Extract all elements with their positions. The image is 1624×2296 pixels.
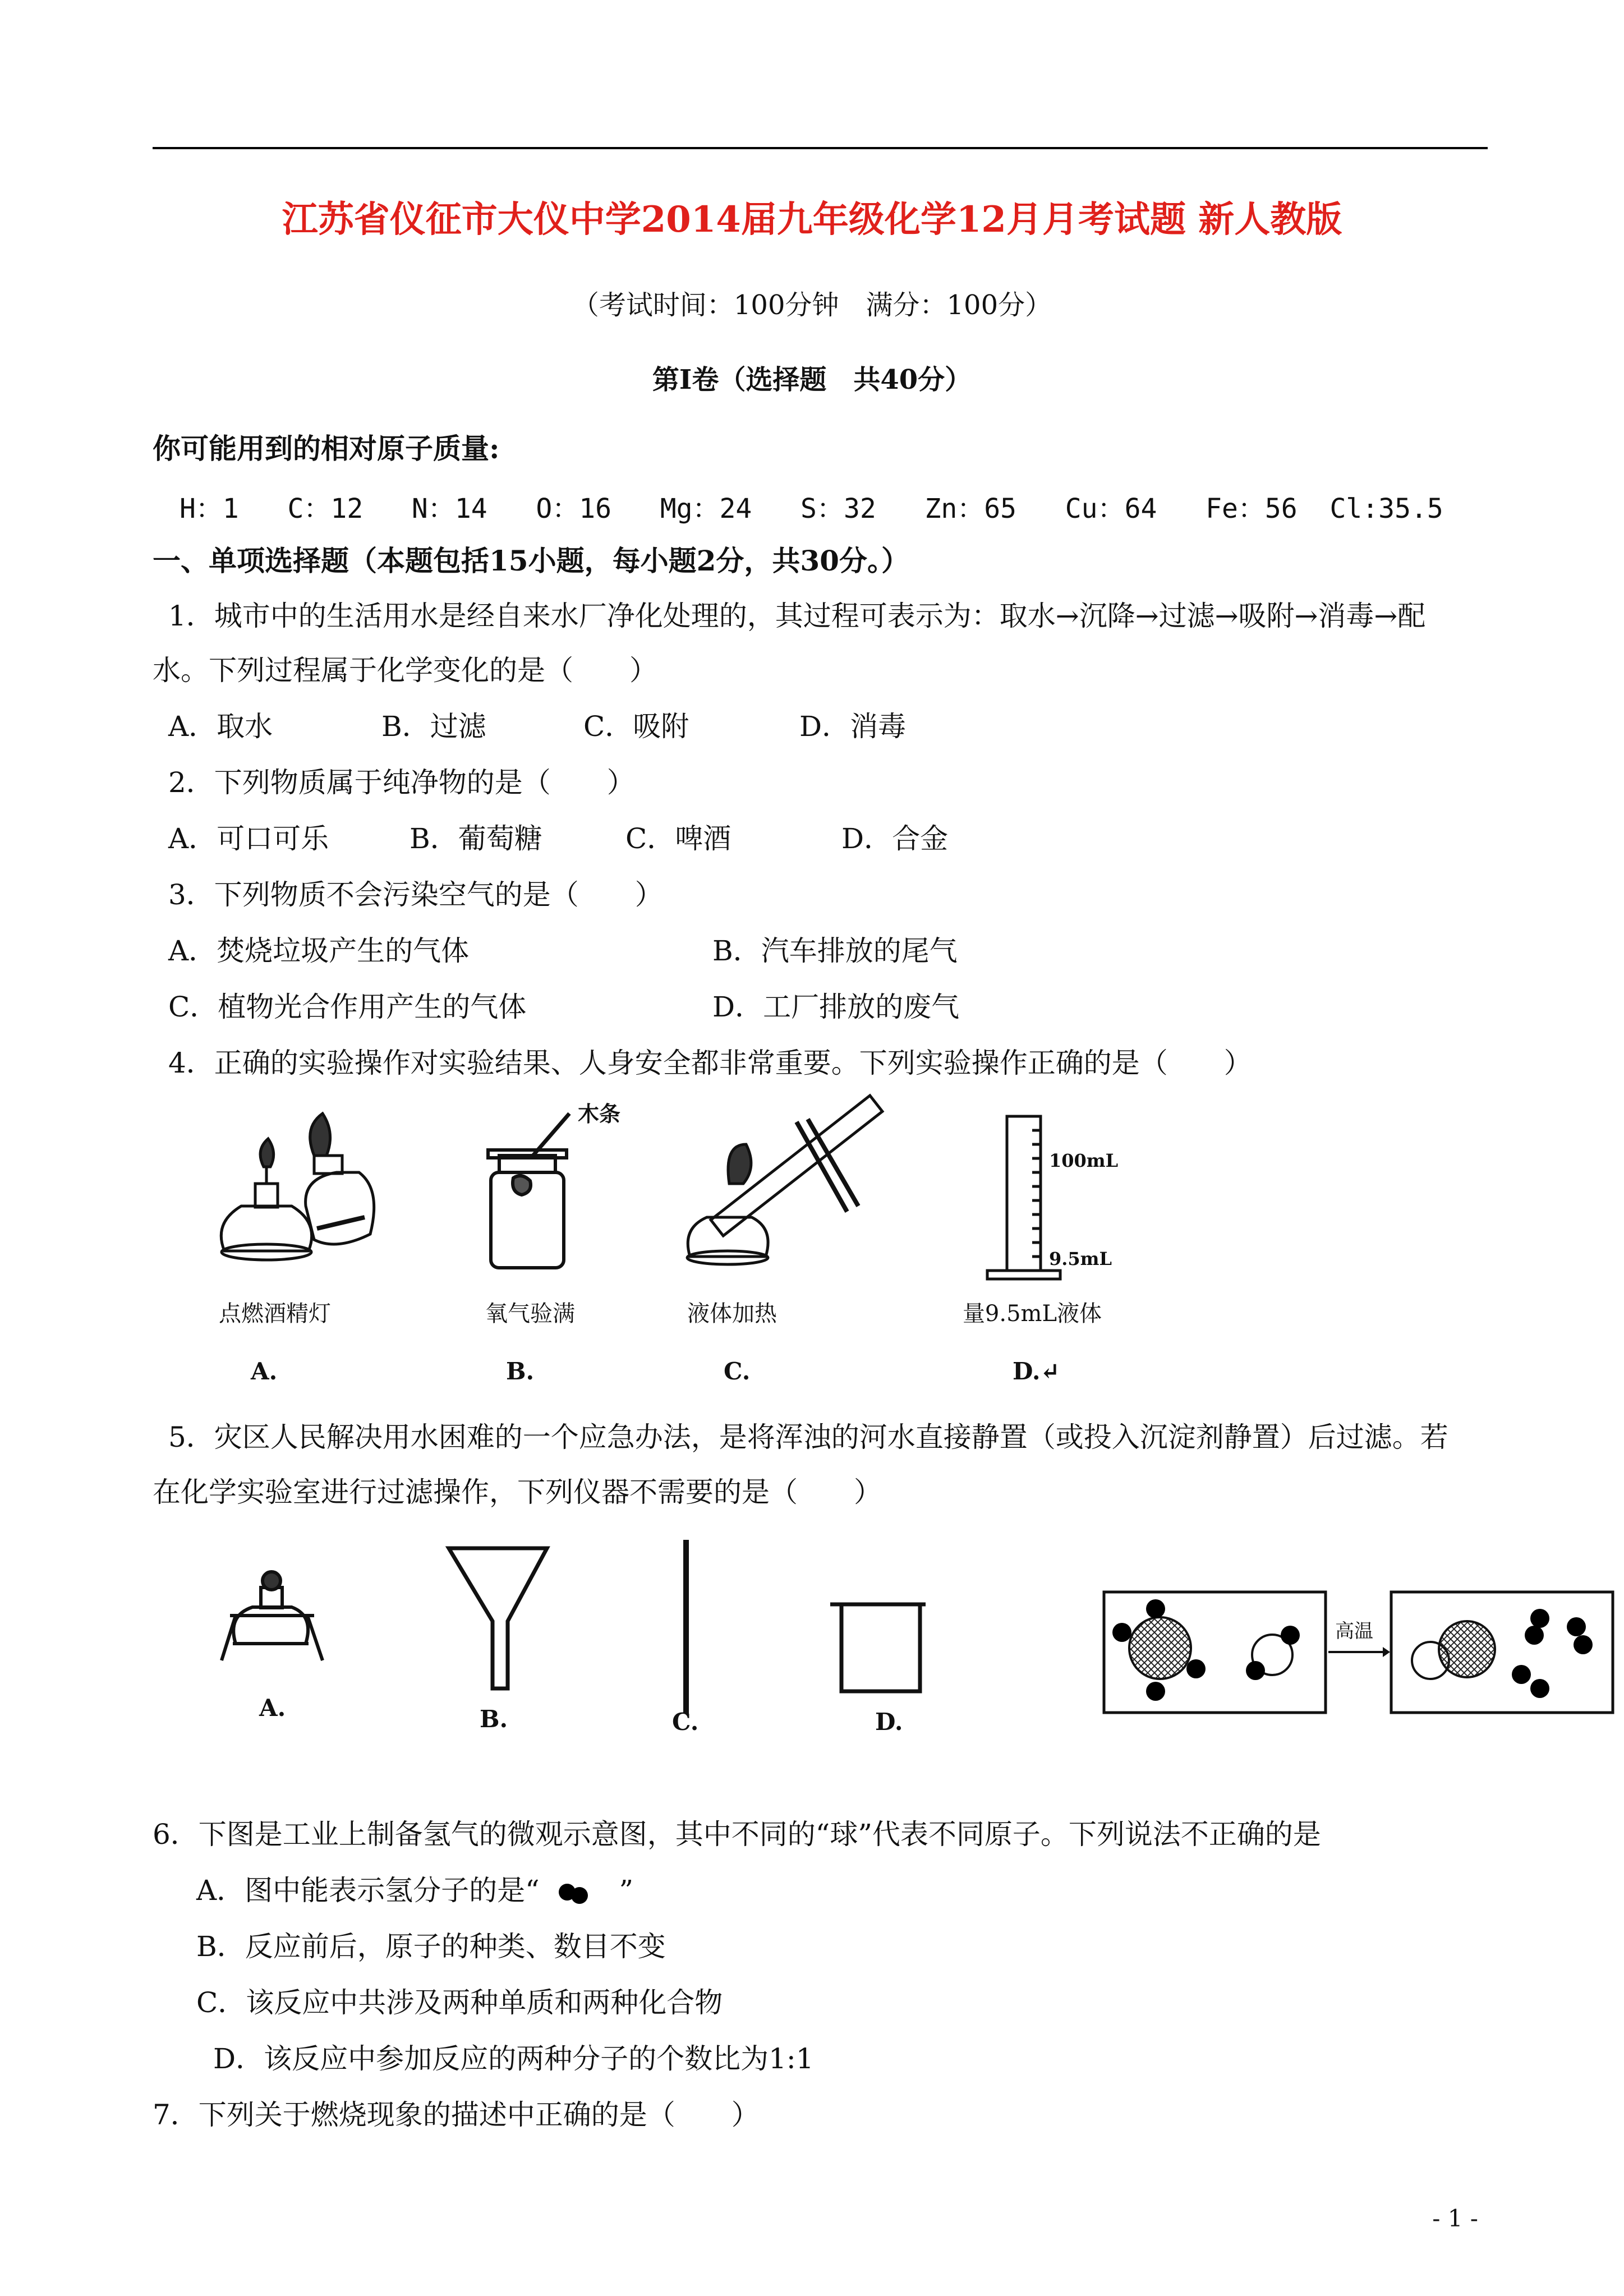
atomic-mass: Cl:35.5	[1329, 493, 1443, 524]
question-6-option-a-close: ”	[619, 1874, 634, 1907]
caption-c: 液体加热	[687, 1301, 777, 1327]
hydrogen-atom-icon	[1567, 1617, 1586, 1636]
hydrogen-atom-icon	[1525, 1626, 1544, 1645]
filter-label-d: D.	[875, 1708, 903, 1736]
caption-b: 氧气验满	[485, 1301, 575, 1327]
question-2-option-d: D．合金	[841, 822, 949, 855]
caption-a: 点燃酒精灯	[219, 1301, 331, 1327]
question-2-option-a: A．可口可乐	[168, 822, 329, 855]
carbon-atom-icon	[1439, 1621, 1495, 1677]
question-5-line-2: 在化学实验室进行过滤操作，下列仪器不需要的是（ ）	[153, 1476, 882, 1508]
hydrogen-atom-icon	[1186, 1659, 1206, 1678]
cylinder-mark-label: 9.5mL	[1049, 1248, 1112, 1269]
part-one-heading: 一、单项选择题（本题包括15小题，每小题2分，共30分。）	[153, 544, 909, 577]
question-7-line-1: 7．下列关于燃烧现象的描述中正确的是（ ）	[153, 2099, 760, 2131]
atomic-mass: Mg：24	[660, 493, 752, 524]
label-c: C.	[724, 1358, 751, 1385]
question-1-line-1: 1．城市中的生活用水是经自来水厂净化处理的，其过程可表示为：取水→沉降→过滤→吸附→消毒→配	[168, 600, 1426, 632]
atomic-mass-heading: 你可能用到的相对原子质量:	[153, 432, 500, 465]
hydrogen-atom-icon	[1574, 1635, 1593, 1654]
filter-label-c: C.	[672, 1708, 699, 1736]
question-3-option-b: B．汽车排放的尾气	[712, 935, 958, 967]
atomic-mass: Zn：65	[924, 493, 1017, 524]
question-6-line-1: 6．下图是工业上制备氢气的微观示意图，其中不同的“球”代表不同原子。下列说法不正确的是	[153, 1818, 1321, 1851]
question-1-option-c: C．吸附	[583, 710, 689, 743]
question-6-option-b: B．反应前后，原子的种类、数目不变	[196, 1930, 666, 1963]
question-3-option-d: D．工厂排放的废气	[712, 991, 960, 1023]
hydrogen-atom-icon	[1246, 1661, 1265, 1680]
question-6-option-d: D．该反应中参加反应的两种分子的个数比为1:1	[213, 2042, 814, 2075]
label-d: D.↵	[1013, 1358, 1060, 1385]
question-1-option-b: B．过滤	[381, 710, 486, 743]
question-3-line-1: 3．下列物质不会污染空气的是（ ）	[168, 878, 663, 911]
question-5-line-1: 5．灾区人民解决用水困难的一个应急办法，是将浑浊的河水直接静置（或投入沉淀剂静置）后过滤。若	[168, 1421, 1448, 1453]
section-title: 第Ⅰ卷（选择题 共40分）	[652, 364, 972, 395]
atomic-mass: S：32	[801, 493, 876, 524]
question-2-line-1: 2．下列物质属于纯净物的是（ ）	[168, 766, 635, 799]
hydrogen-atom-icon	[1146, 1682, 1165, 1701]
high-temperature-label: 高温	[1335, 1620, 1373, 1642]
filter-label-b: B.	[480, 1705, 508, 1733]
hydrogen-atom-icon	[1112, 1623, 1131, 1642]
question-3-option-c: C．植物光合作用产生的气体	[168, 991, 527, 1023]
carbon-atom-icon	[1129, 1617, 1191, 1679]
question-2-option-b: B．葡萄糖	[410, 822, 542, 855]
hydrogen-atom-icon	[1530, 1609, 1549, 1628]
atomic-mass: Fe：56	[1206, 493, 1298, 524]
filter-label-a: A.	[259, 1694, 286, 1722]
atomic-mass: C：12	[287, 493, 364, 524]
hydrogen-atom-icon	[1512, 1665, 1531, 1684]
question-1-option-a: A．取水	[168, 710, 273, 743]
question-6-option-c: C．该反应中共涉及两种单质和两种化合物	[196, 1986, 723, 2019]
atomic-mass: N：14	[411, 493, 487, 524]
hydrogen-atom-icon	[1281, 1626, 1300, 1645]
cylinder-top-label: 100mL	[1049, 1150, 1119, 1171]
question-1-line-2: 水。下列过程属于化学变化的是（ ）	[153, 654, 657, 687]
question-2-option-c: C．啤酒	[625, 822, 732, 855]
hydrogen-atom-icon	[1146, 1599, 1165, 1618]
page-number: - 1 -	[1432, 2205, 1478, 2232]
atomic-mass: O：16	[536, 493, 612, 524]
wood-splint-label: 木条	[578, 1101, 621, 1126]
page-title: 江苏省仪征市大仪中学2014届九年级化学12月月考试题 新人教版	[282, 199, 1342, 241]
hydrogen-atom-icon	[1530, 1679, 1549, 1698]
atomic-mass: H：1	[180, 493, 239, 524]
exam-info: （考试时间：100分钟 满分：100分）	[572, 289, 1052, 321]
label-b: B.	[506, 1358, 535, 1385]
question-6-option-a-text: A．图中能表示氢分子的是“	[196, 1874, 540, 1907]
caption-d: 量9.5mL液体	[962, 1301, 1102, 1327]
atomic-mass: Cu：64	[1065, 493, 1157, 524]
question-3-option-a: A．焚烧垃圾产生的气体	[168, 935, 470, 967]
question-1-option-d: D．消毒	[799, 710, 907, 743]
label-a: A.	[251, 1358, 278, 1385]
question-4-line-1: 4．正确的实验操作对实验结果、人身安全都非常重要。下列实验操作正确的是（ ）	[168, 1047, 1252, 1079]
